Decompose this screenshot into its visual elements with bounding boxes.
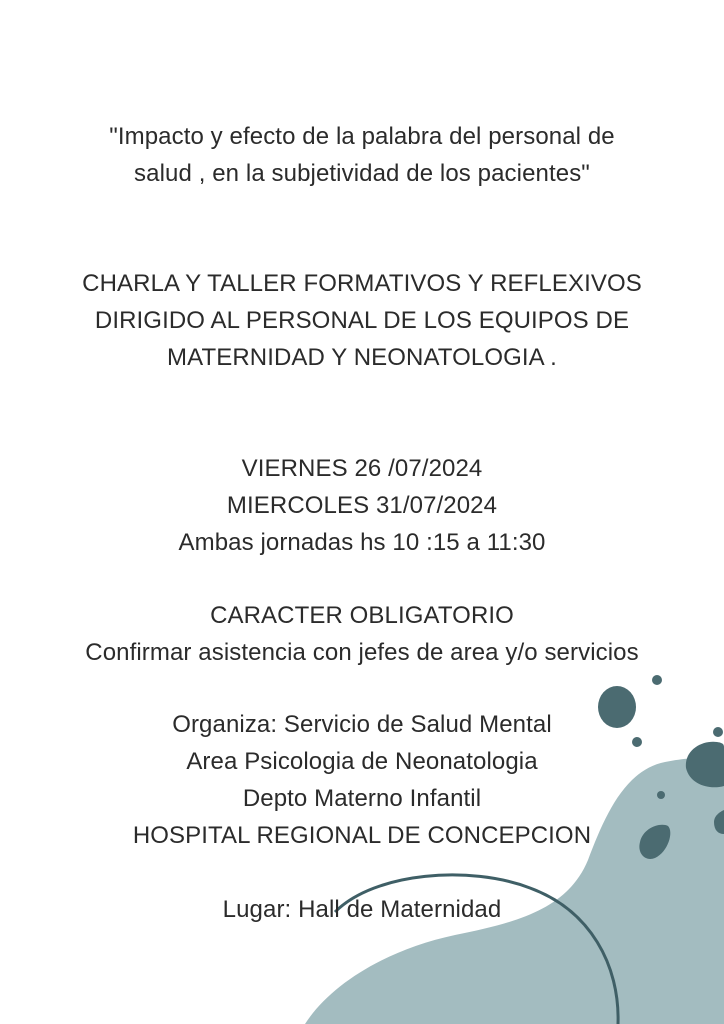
mandatory-label: CARACTER OBLIGATORIO: [210, 602, 514, 629]
organizer-info: [0, 706, 724, 854]
dark-dot-small-top: [652, 675, 662, 685]
talk-title-line-2: salud , en la subjetividad de los pacientes": [134, 160, 590, 187]
location-text: Lugar: Hall de Maternidad: [222, 896, 502, 923]
confirmation-instruction: Confirmar asistencia con jefes de area y/o servicios: [85, 639, 639, 666]
event-dates: [0, 450, 724, 561]
attendance-requirement: [0, 597, 724, 671]
event-description-line-1: CHARLA Y TALLER FORMATIVOS Y REFLEXIVOS: [82, 270, 642, 297]
date-wednesday: MIERCOLES 31/07/2024: [226, 492, 498, 519]
event-location: [0, 891, 724, 928]
date-friday: VIERNES 26 /07/2024: [241, 455, 483, 482]
talk-title: [0, 118, 724, 192]
organizer-line-1: Organiza: Servicio de Salud Mental: [172, 711, 552, 738]
event-description-line-3: MATERNIDAD Y NEONATOLOGIA .: [167, 344, 557, 371]
talk-title-line-1: "Impacto y efecto de la palabra del personal de: [109, 123, 615, 150]
event-description-line-2: DIRIGIDO AL PERSONAL DE LOS EQUIPOS DE: [94, 307, 630, 334]
organizer-line-4: HOSPITAL REGIONAL DE CONCEPCION: [132, 822, 592, 849]
organizer-line-3: Depto Materno Infantil: [242, 785, 482, 812]
event-description: [0, 265, 724, 376]
schedule-hours: Ambas jornadas hs 10 :15 a 11:30: [178, 529, 546, 556]
organizer-line-2: Area Psicologia de Neonatologia: [186, 748, 538, 775]
